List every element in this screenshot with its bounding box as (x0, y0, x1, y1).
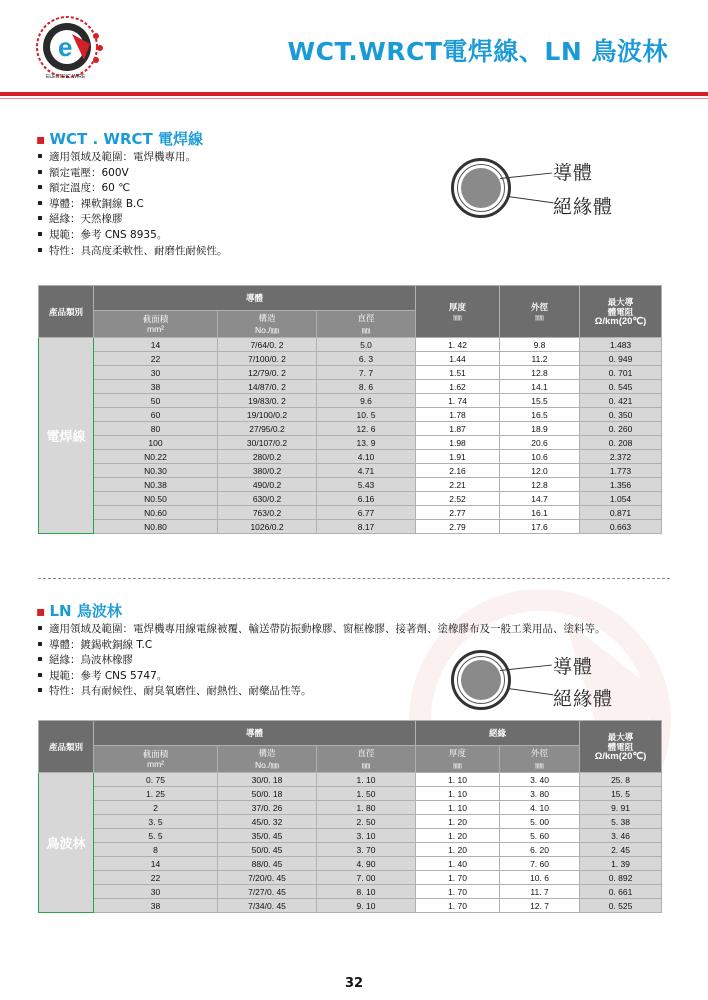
company-logo (34, 14, 106, 80)
col-area: 截面積 mm² (94, 746, 218, 773)
table-cell: 1.78 (416, 408, 500, 422)
table-row (39, 829, 662, 843)
table-cell: 1. 10 (416, 787, 500, 801)
spec-item: 適用領域及範圍：電焊機專用線電線被覆、輸送帶防振動橡膠、窗框橡膠、接著劑、塗橡膠布及一般工業用品、塗料等。 (38, 622, 606, 638)
col-category: 產品類別 (39, 721, 94, 773)
table-row (39, 492, 662, 506)
table-cell: 50/0. 45 (218, 843, 317, 857)
conductor-label: 導體 (553, 656, 594, 678)
table-cell: 30/0. 18 (218, 773, 317, 787)
table-cell: 5.0 (317, 338, 416, 352)
table-cell: 6. 3 (317, 352, 416, 366)
table-cell: 1. 10 (416, 801, 500, 815)
table-cell: 14.7 (500, 492, 580, 506)
col-resistance: 最大導 體電阻 Ω/km(20℃) (580, 286, 662, 338)
table-cell: 1. 42 (416, 338, 500, 352)
table-cell: 12. 7 (500, 899, 580, 913)
table-row (39, 408, 662, 422)
table-cell: 1.62 (416, 380, 500, 394)
section2-title (36, 600, 122, 621)
table-cell: 1.91 (416, 450, 500, 464)
table-cell: 12.8 (500, 366, 580, 380)
table-cell: 5. 00 (500, 815, 580, 829)
table-cell: 19/83/0. 2 (218, 394, 317, 408)
table-cell: 2.16 (416, 464, 500, 478)
table-cell: 1. 70 (416, 885, 500, 899)
table-cell: 1. 50 (317, 787, 416, 801)
table-row (39, 394, 662, 408)
section1-bullets (38, 150, 228, 259)
table-row (39, 801, 662, 815)
table-cell: 16.5 (500, 408, 580, 422)
table-cell: N0.80 (94, 520, 218, 534)
table-cell: 8. 10 (317, 885, 416, 899)
table-cell: 2. 45 (580, 843, 662, 857)
conductor-core (461, 168, 501, 208)
table-cell: 7. 00 (317, 871, 416, 885)
table-cell: 10. 5 (317, 408, 416, 422)
table-cell: 9. 91 (580, 801, 662, 815)
table-cell: 1.054 (580, 492, 662, 506)
table-cell: 1.44 (416, 352, 500, 366)
table-cell: 14/87/0. 2 (218, 380, 317, 394)
table-cell: 1. 20 (416, 843, 500, 857)
col-conductor: 導體 (94, 721, 416, 746)
table-cell: 16.1 (500, 506, 580, 520)
table-cell: 8 (94, 843, 218, 857)
table-cell: 14.1 (500, 380, 580, 394)
table-cell: N0.38 (94, 478, 218, 492)
table-cell: 1. 20 (416, 815, 500, 829)
table-cell: 5.43 (317, 478, 416, 492)
table-cell: 9.8 (500, 338, 580, 352)
spec-item: 絕緣：天然橡膠 (38, 212, 228, 228)
svg-text:e: e (58, 32, 73, 62)
table-row (39, 787, 662, 801)
table-cell: 7/27/0. 45 (218, 885, 317, 899)
cable-cross-section-2 (451, 650, 511, 710)
table-cell: 12. 6 (317, 422, 416, 436)
logo-text: ELECTRIC WIRE (46, 74, 86, 80)
table-cell: 4.10 (317, 450, 416, 464)
table-cell: 45/0. 32 (218, 815, 317, 829)
insulation-label: 絕緣體 (553, 196, 614, 218)
table-cell: N0.30 (94, 464, 218, 478)
table-cell: 2.372 (580, 450, 662, 464)
page-number: 32 (344, 976, 364, 991)
table-cell: 5. 38 (580, 815, 662, 829)
table-cell: 1. 20 (416, 829, 500, 843)
table-cell: 0. 421 (580, 394, 662, 408)
table-cell: 0. 949 (580, 352, 662, 366)
category-cell: 電焊線 (39, 338, 94, 534)
table-row (39, 450, 662, 464)
table1-body (39, 338, 662, 534)
table-cell: 1.356 (580, 478, 662, 492)
table-cell: 7. 7 (317, 366, 416, 380)
col-category: 產品類別 (39, 286, 94, 338)
table-cell: 1. 10 (317, 773, 416, 787)
table-cell: 0. 661 (580, 885, 662, 899)
table-cell: 1. 80 (317, 801, 416, 815)
table-cell: 3. 40 (500, 773, 580, 787)
table-cell: 0. 350 (580, 408, 662, 422)
table-cell: 1.773 (580, 464, 662, 478)
table-cell: 1026/0.2 (218, 520, 317, 534)
table-cell: 7/20/0. 45 (218, 871, 317, 885)
table-cell: 7/100/0. 2 (218, 352, 317, 366)
table-cell: 37/0. 26 (218, 801, 317, 815)
table-cell: 30 (94, 366, 218, 380)
table-cell: 27/95/0.2 (218, 422, 317, 436)
table-cell: 1.87 (416, 422, 500, 436)
table-cell: 38 (94, 899, 218, 913)
table-cell: 2.79 (416, 520, 500, 534)
table-cell: 8.17 (317, 520, 416, 534)
table-cell: 10.6 (500, 450, 580, 464)
table-cell: 9. 10 (317, 899, 416, 913)
table-cell: 280/0.2 (218, 450, 317, 464)
table-cell: 2.52 (416, 492, 500, 506)
section-bullet-icon: ▪ (36, 132, 46, 148)
table-cell: 15.5 (500, 394, 580, 408)
table-cell: 6.77 (317, 506, 416, 520)
table-cell: 2 (94, 801, 218, 815)
table-cell: 1.51 (416, 366, 500, 380)
table-cell: 0. 701 (580, 366, 662, 380)
conductor-label: 導體 (553, 162, 594, 184)
table-cell: 30 (94, 885, 218, 899)
table-cell: 14 (94, 338, 218, 352)
spec-item: 特性：具高度柔軟性、耐磨性耐候性。 (38, 244, 228, 260)
spec-item: 絕緣：鳥波林橡膠 (38, 653, 606, 669)
table-cell: 8. 6 (317, 380, 416, 394)
leader-line (508, 196, 554, 203)
section1-title-text: WCT . WRCT 電焊線 (49, 130, 203, 148)
table-row (39, 366, 662, 380)
col-diameter: 直徑 ㎜ (317, 746, 416, 773)
table-cell: 0. 525 (580, 899, 662, 913)
table-cell: 14 (94, 857, 218, 871)
table2-body (39, 773, 662, 913)
insulation-label: 絕緣體 (553, 688, 614, 710)
table-cell: 0.871 (580, 506, 662, 520)
table-cell: 2. 50 (317, 815, 416, 829)
table-cell: 17.6 (500, 520, 580, 534)
table-cell: 100 (94, 436, 218, 450)
table-cell: 38 (94, 380, 218, 394)
table-row (39, 885, 662, 899)
cable-cross-section-1 (451, 158, 511, 218)
table-cell: 2.77 (416, 506, 500, 520)
col-conductor: 導體 (94, 286, 416, 311)
table-row (39, 815, 662, 829)
table-cell: 0. 260 (580, 422, 662, 436)
table-cell: 0. 545 (580, 380, 662, 394)
table-cell: 380/0.2 (218, 464, 317, 478)
table-cell: 50 (94, 394, 218, 408)
table-cell: 3. 46 (580, 829, 662, 843)
section2-bullets (38, 622, 606, 700)
table-cell: 7/34/0. 45 (218, 899, 317, 913)
spec-item: 規範：參考 CNS 8935。 (38, 228, 228, 244)
table-cell: 60 (94, 408, 218, 422)
table-cell: 5. 60 (500, 829, 580, 843)
table-cell: 10. 6 (500, 871, 580, 885)
table-cell: 11. 7 (500, 885, 580, 899)
spec-item: 額定電壓：600V (38, 166, 228, 182)
table-cell: 12.8 (500, 478, 580, 492)
category-cell: 鳥波林 (39, 773, 94, 913)
table-cell: N0.22 (94, 450, 218, 464)
table-cell: 7/64/0. 2 (218, 338, 317, 352)
table-row (39, 773, 662, 787)
section2-title-text: LN 鳥波林 (49, 602, 122, 620)
table-row (39, 871, 662, 885)
table-row (39, 380, 662, 394)
table-cell: 1. 74 (416, 394, 500, 408)
spec-item: 特性：具有耐候性、耐臭氧磨性、耐熱性、耐藥品性等。 (38, 684, 606, 700)
table-cell: 9.6 (317, 394, 416, 408)
table-cell: N0.50 (94, 492, 218, 506)
table-cell: 88/0. 45 (218, 857, 317, 871)
table-cell: 4. 10 (500, 801, 580, 815)
table-cell: 1. 40 (416, 857, 500, 871)
conductor-core (461, 660, 501, 700)
table-cell: 1. 39 (580, 857, 662, 871)
table-cell: 6.16 (317, 492, 416, 506)
table-cell: 11.2 (500, 352, 580, 366)
table-cell: 1.483 (580, 338, 662, 352)
table-cell: 50/0. 18 (218, 787, 317, 801)
table-cell: 4.71 (317, 464, 416, 478)
col-thickness: 厚度 ㎜ (416, 286, 500, 338)
spec-item: 規範：參考 CNS 5747。 (38, 669, 606, 685)
table-cell: 12/79/0. 2 (218, 366, 317, 380)
col-insulation: 絕緣 (416, 721, 580, 746)
table-row (39, 338, 662, 352)
table-cell: 3. 70 (317, 843, 416, 857)
section-bullet-icon: ▪ (36, 604, 46, 620)
table-cell: 0.663 (580, 520, 662, 534)
table-cell: 15. 5 (580, 787, 662, 801)
table-cell: 0. 892 (580, 871, 662, 885)
header-divider (0, 92, 708, 96)
table-cell: 630/0.2 (218, 492, 317, 506)
col-area: 截面積 mm² (94, 311, 218, 338)
table-cell: 0. 75 (94, 773, 218, 787)
table-cell: 1. 10 (416, 773, 500, 787)
table-row (39, 520, 662, 534)
welding-cable-table (38, 285, 662, 534)
table-cell: 13. 9 (317, 436, 416, 450)
table-cell: 22 (94, 352, 218, 366)
table-cell: 22 (94, 871, 218, 885)
table-cell: 25. 8 (580, 773, 662, 787)
table-row (39, 478, 662, 492)
table-row (39, 464, 662, 478)
table-cell: 12.0 (500, 464, 580, 478)
section1-title (36, 128, 203, 149)
table-cell: 0. 208 (580, 436, 662, 450)
col-resistance: 最大導 體電阻 Ω/km(20℃) (580, 721, 662, 773)
table-cell: 1. 70 (416, 899, 500, 913)
col-od: 外徑 ㎜ (500, 286, 580, 338)
table-row (39, 436, 662, 450)
table-cell: 2.21 (416, 478, 500, 492)
table-cell: 80 (94, 422, 218, 436)
table-cell: 4. 90 (317, 857, 416, 871)
spec-item: 適用領域及範圍：電焊機專用。 (38, 150, 228, 166)
col-thickness: 厚度 ㎜ (416, 746, 500, 773)
table-cell: 18.9 (500, 422, 580, 436)
table-row (39, 506, 662, 520)
col-construction: 構造 No./㎜ (218, 746, 317, 773)
spec-item: 額定溫度：60 ℃ (38, 181, 228, 197)
table-cell: 5. 5 (94, 829, 218, 843)
ln-cable-table (38, 720, 662, 913)
table-cell: 763/0.2 (218, 506, 317, 520)
table-cell: 7. 60 (500, 857, 580, 871)
table-cell: 6. 20 (500, 843, 580, 857)
header-divider-thin (0, 98, 708, 99)
table-cell: 19/100/0.2 (218, 408, 317, 422)
col-construction: 構造 No./㎜ (218, 311, 317, 338)
table-cell: 3. 80 (500, 787, 580, 801)
table-cell: 490/0.2 (218, 478, 317, 492)
col-od: 外徑 ㎜ (500, 746, 580, 773)
table-row (39, 352, 662, 366)
table-cell: 1. 70 (416, 871, 500, 885)
col-diameter: 直徑 ㎜ (317, 311, 416, 338)
table-cell: 35/0. 45 (218, 829, 317, 843)
table-cell: 30/107/0.2 (218, 436, 317, 450)
table-row (39, 857, 662, 871)
page-title: WCT.WRCT電焊線、LN 鳥波林 (287, 37, 668, 66)
table-cell: 20.6 (500, 436, 580, 450)
table-cell: 3. 5 (94, 815, 218, 829)
table-cell: 1. 25 (94, 787, 218, 801)
section-divider (38, 578, 670, 579)
table-row (39, 843, 662, 857)
spec-item: 導體：裸軟銅線 B.C (38, 197, 228, 213)
table-row (39, 422, 662, 436)
table-row (39, 899, 662, 913)
table-cell: 1.98 (416, 436, 500, 450)
table-cell: 3. 10 (317, 829, 416, 843)
table-cell: N0.60 (94, 506, 218, 520)
spec-item: 導體：鍍錫軟銅線 T.C (38, 638, 606, 654)
